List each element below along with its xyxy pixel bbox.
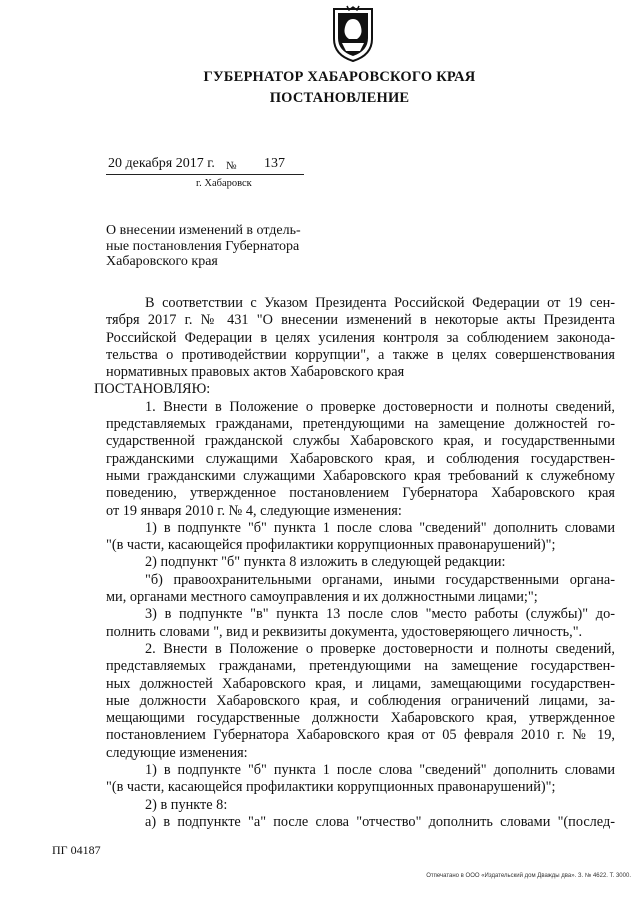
body-line: сударственной гражданской службы Хабаровского края, и государственными [106, 433, 615, 450]
subject-line: ные постановления Губернатора [106, 238, 300, 254]
date-number-line [106, 155, 306, 175]
document-number: 137 [264, 156, 285, 171]
document-type-heading: ПОСТАНОВЛЕНИЕ [269, 90, 410, 106]
body-line: от 19 января 2010 г. № 4, следующие изменения: [106, 502, 402, 519]
body-line: полнить словами ", вид и реквизиты документа, удостоверяющего личность,". [106, 623, 583, 640]
document-body [94, 295, 615, 831]
body-line: Российской Федерации в целях усиления контроля за соблюдением законода- [106, 329, 615, 346]
body-line: ных должностей Хабаровского края, и лицами, замещающими государствен- [106, 675, 615, 692]
body-line: а) в подпункте "а" после слова "отчество" дополнить словами "(послед- [145, 813, 615, 830]
body-line: ные должности Хабаровского края, и соблюдения ограничений лицами, за- [106, 692, 615, 709]
issuer-heading: ГУБЕРНАТОР ХАБАРОВСКОГО КРАЯ [203, 69, 476, 85]
body-line: 3) в подпункте "в" пункта 13 после слов "место работы (службы)" до- [145, 606, 615, 623]
body-line: гражданскими служащими Хабаровского края, и соблюдения государствен- [106, 450, 615, 467]
body-line: "(в части, касающейся профилактики коррупционных правонарушений)"; [106, 779, 556, 796]
number-label: № [226, 160, 237, 172]
body-line: поведению, утвержденное постановлением Губернатора Хабаровского края [106, 485, 615, 502]
body-line: представляемых гражданами, претендующими на замещение государствен- [106, 658, 615, 675]
subject-line: Хабаровского края [106, 254, 218, 269]
document-date: 20 декабря 2017 г. [108, 156, 215, 171]
body-line: следующие изменения: [106, 744, 248, 761]
body-line: тельства о противодействии коррупции", а также в целях совершенствования [106, 346, 615, 363]
body-line: 2) подпункт "б" пункта 8 изложить в следующей редакции: [145, 554, 506, 571]
body-line: 1) в подпункте "б" пункта 1 после слова "сведений" дополнить словами [145, 762, 615, 779]
body-line: 1. Внести в Положение о проверке достоверности и полноты сведений, [145, 398, 615, 415]
body-line: 2. Внести в Положение о проверке достоверности и полноты сведений, [145, 640, 615, 657]
form-code: ПГ 04187 [52, 843, 101, 857]
printer-imprint: Отпечатано в ООО «Издательский дом Дважды два». З. № 4622. Т. 3000. [426, 873, 631, 879]
document-subject [106, 223, 346, 270]
body-line: 2) в пункте 8: [145, 796, 228, 813]
body-line: В соответствии с Указом Президента Российской Федерации от 19 сен- [145, 295, 615, 311]
body-line: "(в части, касающейся профилактики коррупционных правонарушений)"; [106, 537, 556, 554]
subject-line: О внесении изменений в отдель- [106, 223, 301, 238]
city-label: г. Хабаровск [196, 178, 252, 189]
body-line: ми, органами местного самоуправления и их должностными лицами;"; [106, 589, 538, 606]
body-line: "б) правоохранительными органами, иными государственными органа- [145, 571, 615, 588]
body-line: тября 2017 г. № 431 "О внесении изменений в некоторые акты Президента [106, 312, 615, 329]
body-line: нормативных правовых актов Хабаровского края [106, 364, 405, 381]
coat-of-arms-emblem [331, 5, 375, 63]
body-line: постановлением Губернатора Хабаровского края от 05 февраля 2010 г. № 19, [106, 727, 615, 744]
date-underline [106, 174, 304, 175]
body-line: мещающими государственные должности Хабаровского края, утвержденное [106, 710, 615, 727]
resolution-word: ПОСТАНОВЛЯЮ: [94, 381, 211, 398]
body-line: представляемых гражданами, претендующими на замещение должностей го- [106, 416, 615, 433]
body-line: 1) в подпункте "б" пункта 1 после слова "сведений" дополнить словами [145, 519, 615, 536]
body-line: ными гражданскими служащими Хабаровского края требований к служебному [106, 467, 615, 484]
